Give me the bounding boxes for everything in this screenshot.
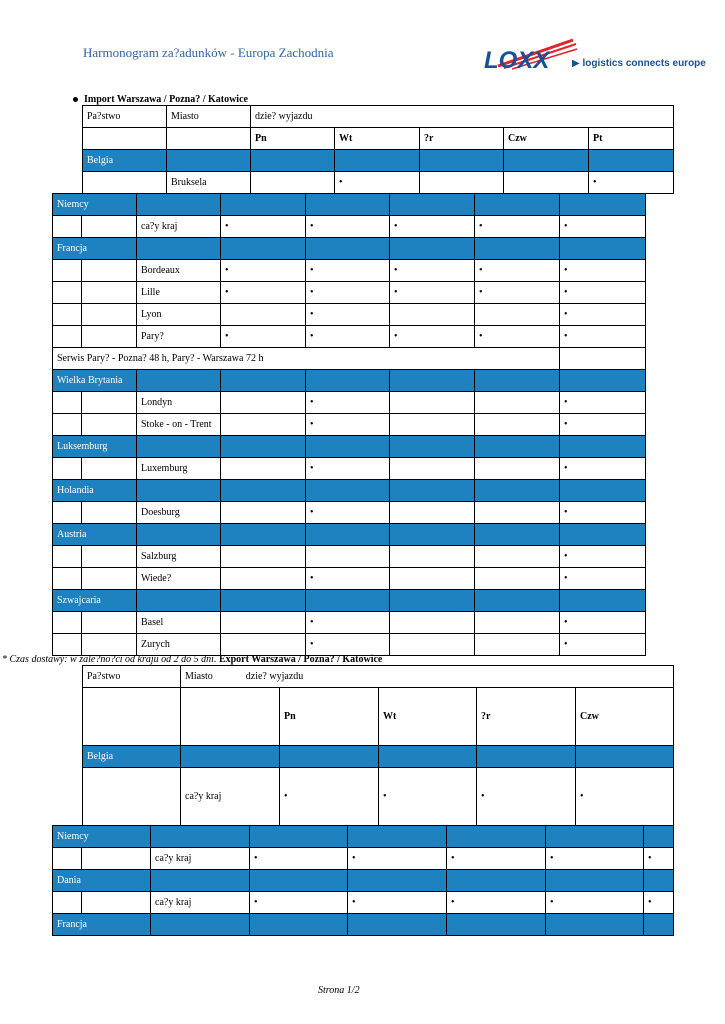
band-cell: [447, 826, 546, 848]
band-cell: [560, 238, 646, 260]
day-mark: •: [477, 768, 576, 826]
band-cell: [420, 150, 504, 172]
logo-tagline: [572, 58, 706, 69]
day-mark: •: [560, 634, 646, 656]
country-band: Niemcy: [53, 826, 151, 848]
import-schedule-table: [52, 193, 646, 656]
band-cell: [137, 480, 221, 502]
day-mark: •: [280, 768, 379, 826]
empty-cell: [560, 348, 646, 370]
band-cell: [447, 870, 546, 892]
band-cell: [221, 370, 306, 392]
day-mark: •: [644, 848, 674, 870]
document-title: Harmonogram za?adunków - Europa Zachodnia: [83, 45, 334, 60]
day-mark: •: [306, 458, 390, 480]
empty-cell: [83, 172, 167, 194]
band-cell: [348, 826, 447, 848]
day-mark: •: [644, 892, 674, 914]
empty-cell: [181, 688, 280, 746]
day-mark: [390, 458, 475, 480]
day-header: Wt: [335, 128, 420, 150]
day-mark: •: [306, 502, 390, 524]
empty-cell: [53, 216, 82, 238]
day-mark: [390, 502, 475, 524]
empty-cell: [82, 414, 137, 436]
day-mark: [475, 546, 560, 568]
band-cell: [560, 194, 646, 216]
day-mark: •: [560, 568, 646, 590]
day-mark: [251, 172, 335, 194]
service-note: Serwis Pary? - Pozna? 48 h, Pary? - Warszawa 72 h: [53, 348, 560, 370]
day-mark: •: [576, 768, 674, 826]
day-mark: [390, 414, 475, 436]
play-arrow-icon: ▶: [572, 58, 580, 69]
loxx-logo-icon: [478, 38, 578, 72]
band-cell: [390, 436, 475, 458]
empty-cell: [53, 458, 82, 480]
band-cell: [306, 480, 390, 502]
day-mark: [221, 414, 306, 436]
export-heading: Export Warszawa / Pozna? / Katowice: [218, 654, 383, 665]
col-city-header: Miasto: [167, 106, 251, 128]
day-mark: •: [560, 304, 646, 326]
empty-cell: [82, 326, 137, 348]
day-mark: [221, 458, 306, 480]
empty-cell: [53, 414, 82, 436]
band-cell: [504, 150, 589, 172]
day-mark: •: [250, 892, 348, 914]
band-cell: [560, 436, 646, 458]
band-cell: [644, 870, 674, 892]
day-mark: [475, 634, 560, 656]
band-cell: [475, 238, 560, 260]
band-cell: [390, 524, 475, 546]
band-cell: [560, 480, 646, 502]
band-cell: [167, 150, 251, 172]
country-band: Wielka Brytania: [53, 370, 137, 392]
day-mark: [221, 546, 306, 568]
band-cell: [589, 150, 674, 172]
day-mark: [390, 568, 475, 590]
day-mark: •: [306, 634, 390, 656]
country-band: Belgia: [83, 746, 181, 768]
city-cell: Lyon: [137, 304, 221, 326]
band-cell: [348, 870, 447, 892]
band-cell: [546, 870, 644, 892]
empty-cell: [53, 326, 82, 348]
band-cell: [560, 590, 646, 612]
empty-cell: [53, 392, 82, 414]
day-mark: [475, 612, 560, 634]
day-mark: •: [560, 282, 646, 304]
svg-text:LOXX: LOXX: [484, 47, 550, 72]
day-mark: •: [250, 848, 348, 870]
band-cell: [137, 436, 221, 458]
city-cell: ca?y kraj: [151, 848, 250, 870]
band-cell: [280, 746, 379, 768]
empty-cell: [82, 260, 137, 282]
empty-cell: [82, 502, 137, 524]
band-cell: [335, 150, 420, 172]
band-cell: [390, 370, 475, 392]
city-cell: Pary?: [137, 326, 221, 348]
country-band: Austria: [53, 524, 137, 546]
day-mark: •: [390, 216, 475, 238]
city-cell: Doesburg: [137, 502, 221, 524]
day-header: Pn: [280, 688, 379, 746]
empty-cell: [82, 634, 137, 656]
day-mark: •: [475, 326, 560, 348]
day-mark: [475, 392, 560, 414]
band-cell: [560, 524, 646, 546]
day-mark: •: [546, 848, 644, 870]
day-mark: [221, 304, 306, 326]
band-cell: [306, 238, 390, 260]
band-cell: [151, 870, 250, 892]
country-band: Niemcy: [53, 194, 137, 216]
city-cell: Basel: [137, 612, 221, 634]
day-mark: [475, 502, 560, 524]
band-cell: [477, 746, 576, 768]
city-cell: Lille: [137, 282, 221, 304]
city-cell: Londyn: [137, 392, 221, 414]
day-mark: •: [221, 260, 306, 282]
loxx-logo: [478, 38, 706, 72]
band-cell: [306, 524, 390, 546]
band-cell: [221, 436, 306, 458]
empty-cell: [82, 546, 137, 568]
band-cell: [221, 194, 306, 216]
day-mark: [420, 172, 504, 194]
day-mark: •: [560, 502, 646, 524]
day-mark: •: [560, 216, 646, 238]
band-cell: [137, 238, 221, 260]
footnote-line: [2, 654, 382, 665]
band-cell: [390, 590, 475, 612]
day-mark: [504, 172, 589, 194]
band-cell: [137, 524, 221, 546]
export-header-table: [82, 665, 674, 826]
day-mark: •: [475, 282, 560, 304]
band-cell: [475, 480, 560, 502]
empty-cell: [53, 282, 82, 304]
city-cell: Wiede?: [137, 568, 221, 590]
day-mark: •: [560, 414, 646, 436]
day-mark: [221, 612, 306, 634]
empty-cell: [82, 392, 137, 414]
band-cell: [250, 870, 348, 892]
band-cell: [348, 914, 447, 936]
col-day-header: dzie? wyjazdu: [245, 671, 304, 682]
day-mark: •: [306, 216, 390, 238]
band-cell: [390, 238, 475, 260]
empty-cell: [82, 458, 137, 480]
empty-cell: [167, 128, 251, 150]
band-cell: [576, 746, 674, 768]
day-header: ?r: [477, 688, 576, 746]
band-cell: [137, 194, 221, 216]
empty-cell: [82, 304, 137, 326]
import-header-table: [82, 105, 674, 194]
day-mark: •: [560, 260, 646, 282]
day-mark: •: [221, 216, 306, 238]
band-cell: [475, 370, 560, 392]
city-cell: Bruksela: [167, 172, 251, 194]
day-mark: •: [475, 260, 560, 282]
country-band: Luksemburg: [53, 436, 137, 458]
band-cell: [137, 590, 221, 612]
band-cell: [250, 826, 348, 848]
day-mark: [475, 568, 560, 590]
day-mark: •: [560, 326, 646, 348]
band-cell: [475, 194, 560, 216]
import-heading-text: Import Warszawa / Pozna? / Katowice: [84, 94, 248, 105]
day-mark: •: [546, 892, 644, 914]
city-cell: Bordeaux: [137, 260, 221, 282]
empty-cell: [83, 128, 167, 150]
day-mark: •: [560, 392, 646, 414]
day-mark: •: [560, 612, 646, 634]
city-cell: Salzburg: [137, 546, 221, 568]
day-mark: [390, 392, 475, 414]
day-mark: •: [306, 392, 390, 414]
empty-cell: [53, 612, 82, 634]
day-header: Czw: [576, 688, 674, 746]
day-mark: •: [589, 172, 674, 194]
band-cell: [475, 590, 560, 612]
day-mark: •: [348, 848, 447, 870]
empty-cell: [82, 612, 137, 634]
band-cell: [151, 914, 250, 936]
empty-cell: [83, 688, 181, 746]
band-cell: [221, 238, 306, 260]
day-mark: •: [390, 260, 475, 282]
empty-cell: [82, 568, 137, 590]
day-mark: [390, 546, 475, 568]
tagline-text: logistics connects europe: [582, 58, 706, 69]
day-mark: [475, 304, 560, 326]
band-cell: [546, 914, 644, 936]
day-header: ?r: [420, 128, 504, 150]
page-number: Strona 1/2: [318, 985, 360, 996]
day-mark: •: [379, 768, 477, 826]
day-mark: •: [306, 414, 390, 436]
city-cell: ca?y kraj: [181, 768, 280, 826]
empty-cell: [53, 568, 82, 590]
day-mark: •: [306, 568, 390, 590]
country-band: Holandia: [53, 480, 137, 502]
day-mark: •: [447, 848, 546, 870]
day-mark: •: [390, 282, 475, 304]
band-cell: [390, 480, 475, 502]
col-country-header: Pa?stwo: [83, 106, 167, 128]
import-heading: [73, 94, 248, 105]
day-mark: •: [560, 458, 646, 480]
day-header: Czw: [504, 128, 589, 150]
day-header: Wt: [379, 688, 477, 746]
country-band: Francja: [53, 238, 137, 260]
day-mark: [390, 634, 475, 656]
col-day-header: dzie? wyjazdu: [251, 106, 674, 128]
day-mark: [221, 392, 306, 414]
empty-cell: [82, 282, 137, 304]
country-band: Szwajcaria: [53, 590, 137, 612]
empty-cell: [53, 260, 82, 282]
day-mark: •: [221, 282, 306, 304]
city-cell: ca?y kraj: [137, 216, 221, 238]
band-cell: [390, 194, 475, 216]
export-schedule-table: [52, 825, 674, 936]
day-header: Pt: [589, 128, 674, 150]
empty-cell: [53, 892, 82, 914]
day-mark: •: [447, 892, 546, 914]
band-cell: [151, 826, 250, 848]
empty-cell: [82, 216, 137, 238]
empty-cell: [53, 848, 82, 870]
day-mark: •: [306, 326, 390, 348]
day-mark: [306, 546, 390, 568]
band-cell: [447, 914, 546, 936]
band-cell: [379, 746, 477, 768]
empty-cell: [53, 546, 82, 568]
band-cell: [181, 746, 280, 768]
band-cell: [306, 590, 390, 612]
city-cell: Stoke - on - Trent: [137, 414, 221, 436]
country-band: Francja: [53, 914, 151, 936]
empty-cell: [53, 304, 82, 326]
day-header: Pn: [251, 128, 335, 150]
band-cell: [546, 826, 644, 848]
country-band: Belgia: [83, 150, 167, 172]
empty-cell: [82, 848, 151, 870]
day-mark: •: [306, 304, 390, 326]
day-mark: [221, 568, 306, 590]
day-mark: •: [475, 216, 560, 238]
city-cell: Zurych: [137, 634, 221, 656]
city-cell: Luxemburg: [137, 458, 221, 480]
bullet-icon: [73, 97, 78, 102]
band-cell: [221, 524, 306, 546]
band-cell: [137, 370, 221, 392]
col-city-header: Miasto: [185, 671, 213, 682]
day-mark: •: [306, 612, 390, 634]
day-mark: [475, 414, 560, 436]
country-band: Dania: [53, 870, 151, 892]
day-mark: •: [560, 546, 646, 568]
day-mark: •: [348, 892, 447, 914]
band-cell: [475, 436, 560, 458]
day-mark: [390, 304, 475, 326]
band-cell: [306, 436, 390, 458]
day-mark: [475, 458, 560, 480]
band-cell: [475, 524, 560, 546]
band-cell: [644, 826, 674, 848]
band-cell: [560, 370, 646, 392]
band-cell: [306, 194, 390, 216]
delivery-time-note: * Czas dostawy: w zale?no?ci od kraju od 2 do 5 dni.: [2, 654, 217, 665]
empty-cell: [83, 768, 181, 826]
city-cell: ca?y kraj: [151, 892, 250, 914]
band-cell: [250, 914, 348, 936]
band-cell: [644, 914, 674, 936]
day-mark: •: [390, 326, 475, 348]
day-mark: [390, 612, 475, 634]
day-mark: [221, 502, 306, 524]
day-mark: [221, 634, 306, 656]
band-cell: [306, 370, 390, 392]
empty-cell: [53, 634, 82, 656]
empty-cell: [82, 892, 151, 914]
col-country-header: Pa?stwo: [83, 666, 181, 688]
empty-cell: [53, 502, 82, 524]
band-cell: [251, 150, 335, 172]
day-mark: •: [335, 172, 420, 194]
day-mark: •: [306, 282, 390, 304]
day-mark: •: [221, 326, 306, 348]
band-cell: [221, 480, 306, 502]
band-cell: [221, 590, 306, 612]
day-mark: •: [306, 260, 390, 282]
col-city-day-header: [181, 666, 674, 688]
